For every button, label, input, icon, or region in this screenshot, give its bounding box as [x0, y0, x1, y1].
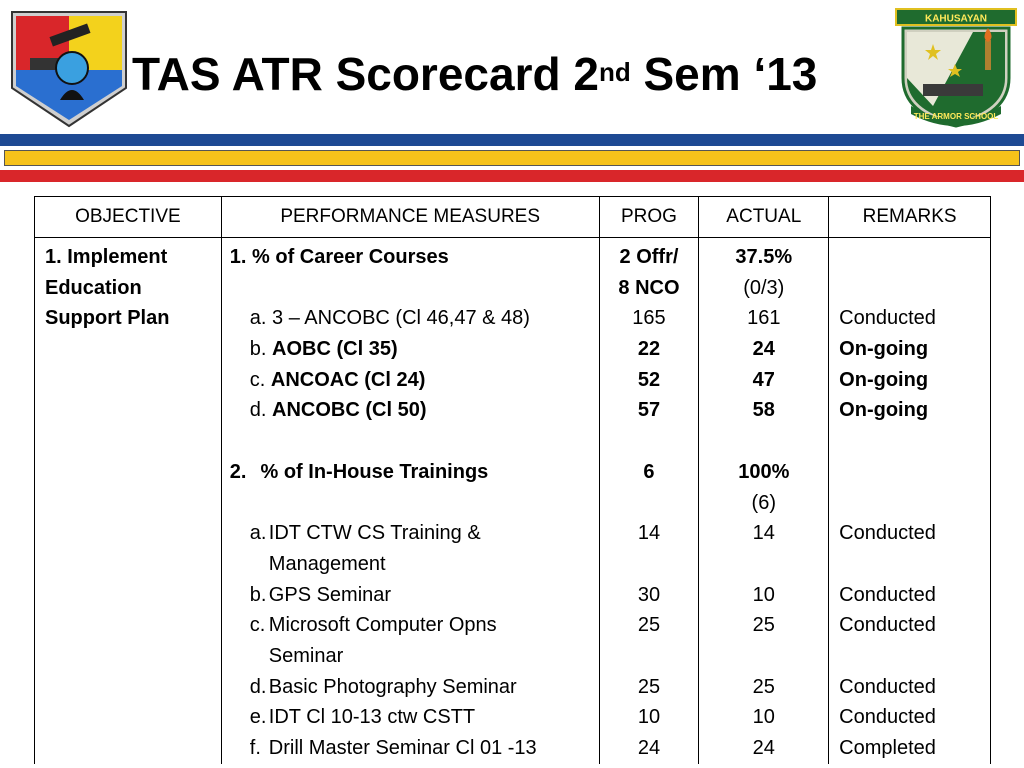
page-title: TAS ATR Scorecard 2nd Sem ‘13 [132, 48, 818, 100]
actual-value: 24 [752, 737, 775, 759]
actual-value: (0/3) [743, 276, 785, 299]
measure-1: 1. % of Career Courses [229, 246, 449, 268]
prog-value: 30 [637, 583, 661, 606]
svg-text:KAHUSAYAN: KAHUSAYAN [924, 13, 988, 25]
objective-line: 1. Implement [45, 246, 168, 268]
svg-text:THE ARMOR SCHOOL: THE ARMOR SCHOOL [913, 112, 999, 121]
header-performance-measures: PERFORMANCE MEASURES [221, 197, 599, 238]
remarks-cell [829, 238, 991, 764]
header-remarks: REMARKS [829, 197, 991, 238]
scorecard-table [34, 196, 991, 764]
prog-value: 24 [637, 737, 661, 759]
prog-value: 2 Offr/ [619, 246, 679, 268]
prog-value: 52 [637, 368, 661, 391]
actual-cell [699, 238, 829, 764]
header-prog: PROG [599, 197, 699, 238]
header-stripe-yellow [4, 150, 1020, 166]
performance-measures-cell [221, 238, 599, 764]
measure-1d: d. ANCOBC (Cl 50) [249, 399, 427, 422]
prog-value: 25 [637, 614, 661, 637]
measure-2b: b. GPS Seminar [249, 583, 392, 606]
actual-value: 161 [747, 307, 781, 330]
actual-value: 25 [752, 675, 775, 698]
measure-1b: b. AOBC (Cl 35) [249, 338, 398, 361]
actual-value: 24 [752, 338, 775, 361]
remark: On-going [839, 399, 929, 422]
table-row [35, 238, 991, 764]
objective-line: Support Plan [45, 307, 170, 330]
measure-1a: a. 3 – ANCOBC (Cl 46,47 & 48) [249, 307, 530, 330]
remark: Conducted [839, 675, 936, 698]
remark: Conducted [839, 706, 936, 729]
prog-value: 22 [637, 338, 661, 361]
actual-value: 100% [738, 460, 790, 483]
header-stripe-red [0, 170, 1024, 182]
remark: Conducted [839, 583, 936, 606]
prog-value: 6 [643, 460, 655, 483]
prog-cell [599, 238, 699, 764]
measure-1c: c. ANCOAC (Cl 24) [249, 368, 426, 391]
table-header-row [35, 197, 991, 238]
remark: Conducted [839, 522, 936, 545]
remark: Conducted [839, 307, 936, 330]
actual-value: 47 [752, 368, 775, 391]
remark: On-going [839, 338, 929, 361]
left-unit-logo [10, 10, 128, 128]
measure-2f: f. Drill Master Seminar Cl 01 -13 [249, 737, 537, 759]
header-stripe-blue [0, 134, 1024, 146]
prog-value: 8 NCO [618, 276, 680, 299]
right-armor-school-crest [893, 6, 1019, 130]
objective-cell [35, 238, 222, 764]
prog-value: 10 [637, 706, 661, 729]
objective-line: Education [45, 276, 142, 299]
measure-2d: d. Basic Photography Seminar [249, 675, 517, 698]
measure-2a-cont: Management [268, 552, 386, 575]
prog-value: 57 [637, 399, 661, 422]
remark: On-going [839, 368, 929, 391]
measure-2e: e. IDT Cl 10-13 ctw CSTT [249, 706, 476, 729]
prog-value: 25 [637, 675, 661, 698]
actual-value: 14 [752, 522, 775, 545]
remark: Conducted [839, 614, 936, 637]
actual-value: (6) [751, 491, 776, 514]
actual-value: 25 [752, 614, 775, 637]
header-objective: OBJECTIVE [35, 197, 222, 238]
measure-2a: a. IDT CTW CS Training & [249, 522, 481, 545]
actual-value: 10 [752, 706, 775, 729]
measure-2c: c. Microsoft Computer Opns [249, 614, 497, 637]
actual-value: 10 [752, 583, 775, 606]
actual-value: 37.5% [735, 246, 793, 268]
header-actual: ACTUAL [699, 197, 829, 238]
actual-value: 58 [752, 399, 775, 422]
header-stripe-white [0, 146, 1024, 149]
measure-2c-cont: Seminar [268, 644, 344, 667]
measure-2: 2. % of In-House Trainings [229, 460, 489, 483]
prog-value: 165 [632, 307, 666, 330]
remark: Completed [839, 737, 936, 759]
prog-value: 14 [637, 522, 661, 545]
